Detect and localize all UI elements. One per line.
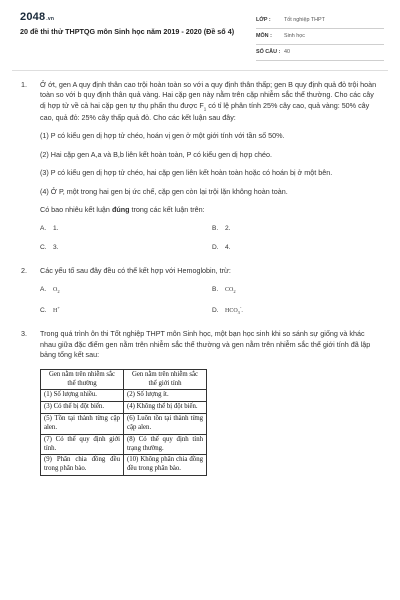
table-header: Gen nằm trên nhiễm sắc thể thường bbox=[41, 369, 124, 390]
statement-3: (3) P có kiểu gen dị hợp tử chéo, hai cặp gen liên kết hoàn toàn hoặc có hoán bị ở một bên. bbox=[40, 168, 333, 178]
question-number: 3. bbox=[21, 329, 27, 339]
table-cell: (8) Có thể quy định tính trạng thường. bbox=[124, 434, 207, 455]
answer-options bbox=[40, 224, 380, 252]
meta-value: Tốt nghiệp THPT bbox=[284, 16, 325, 23]
option-a[interactable]: A. 1. bbox=[40, 225, 59, 233]
meta-row-subject bbox=[256, 29, 384, 45]
table-cell: (7) Có thể quy định giới tính. bbox=[41, 434, 124, 455]
meta-row-class bbox=[256, 13, 384, 29]
option-a[interactable]: A. $O_2$ bbox=[40, 285, 60, 295]
page-header bbox=[0, 0, 400, 68]
question-3 bbox=[0, 329, 400, 476]
question-2 bbox=[0, 266, 400, 317]
site-logo[interactable]: 2048.vn bbox=[20, 11, 55, 23]
table-header-row bbox=[41, 369, 207, 390]
question-number: 1. bbox=[21, 80, 27, 89]
table-row bbox=[41, 434, 207, 455]
table-row bbox=[41, 390, 207, 402]
question-1 bbox=[0, 80, 400, 253]
table-cell: (3) Có thể bị đột biến. bbox=[41, 402, 124, 414]
statement-1: (1) P có kiểu gen dị hợp tử chéo, hoán vị gen ở một giới tính với tần số 50%. bbox=[40, 131, 285, 141]
option-b[interactable]: B. 2. bbox=[212, 225, 231, 233]
table-cell: (2) Số lượng ít. bbox=[124, 390, 207, 402]
table-cell: (5) Tồn tại thành từng cặp alen. bbox=[41, 414, 124, 435]
question-text: Trong quá trình ôn thi Tốt nghiệp THPT môn Sinh học, một bạn học sinh khi so sánh sự giống và khác nhau giữa đặc điểm gen nằm trên nhiễm sắc thể thường và gen nằm trên nhiễm sắc thể giới tính đã lập bảng tổng kết sau: bbox=[40, 329, 371, 360]
table-cell: (1) Số lượng nhiều. bbox=[41, 390, 124, 402]
table-row bbox=[41, 414, 207, 435]
option-d[interactable]: D. 4. bbox=[212, 244, 231, 251]
option-d[interactable]: D. $HCO_3^-$. bbox=[212, 304, 243, 315]
statement-4: (4) Ở P, một trong hai gen bị ức chế, cặp gen còn lại trội lặn không hoàn toàn. bbox=[40, 186, 288, 196]
exam-meta bbox=[256, 13, 384, 61]
table-header: Gen nằm trên nhiễm sắc thể giới tính bbox=[124, 369, 207, 390]
question-number: 2. bbox=[21, 265, 27, 275]
table-cell: (4) Không thể bị đột biến. bbox=[124, 402, 207, 414]
exam-title: 20 đề thi thử THPTQG môn Sinh học năm 2019 - 2020 (Đề số 4) bbox=[20, 27, 235, 36]
table-row bbox=[41, 402, 207, 414]
option-c[interactable]: C. H+ bbox=[40, 304, 60, 314]
option-c[interactable]: C. 3. bbox=[40, 244, 59, 251]
question-prompt: Có bao nhiêu kết luận đúng trong các kết luận trên: bbox=[40, 205, 205, 215]
table-row bbox=[41, 455, 207, 476]
question-list bbox=[0, 80, 400, 476]
table-cell: (9) Phân chia đồng đều trong phân bào. bbox=[41, 455, 124, 476]
table-cell: (6) Luôn tồn tại thành từng cặp alen. bbox=[124, 414, 207, 435]
meta-row-count bbox=[256, 45, 384, 61]
meta-key: SỐ CÂU : bbox=[256, 48, 281, 55]
comparison-table bbox=[40, 369, 207, 476]
question-text: Ở ớt, gen A quy định thân cao trội hoàn toàn so với a quy định thân thấp; gen B quy định quả đỏ trội hoàn toàn so với b quy định thân quả vàng. Hai cặp gen này nằm trên cặp nhiễm sắc thể thường. Cho các cây dị hợp tử về cả hai cặp gen tự thụ phấn thu được $F_1$ có tỉ lệ phân tính 25% cây cao, quả vàng: 50% cây cao, quả đỏ: 25% cây thấp quả đỏ. Cho các kết luận sau đây: bbox=[40, 80, 377, 122]
answer-options bbox=[40, 285, 380, 316]
meta-key: MÔN : bbox=[256, 32, 272, 39]
meta-value: Sinh học bbox=[284, 32, 305, 39]
header-divider bbox=[12, 70, 388, 71]
statement-2: (2) Hai cặp gen A,a và B,b liên kết hoàn toàn, P có kiểu gen dị hợp chéo. bbox=[40, 149, 272, 159]
question-text: Các yếu tố sau đây đều có thể kết hợp với Hemoglobin, trừ: bbox=[40, 265, 231, 275]
option-b[interactable]: B. $CO_2$ bbox=[212, 285, 236, 295]
meta-key: LỚP : bbox=[256, 16, 271, 23]
table-cell: (10) Không phân chia đồng đều trong phân bào. bbox=[124, 455, 207, 476]
meta-value: 40 bbox=[284, 48, 290, 55]
